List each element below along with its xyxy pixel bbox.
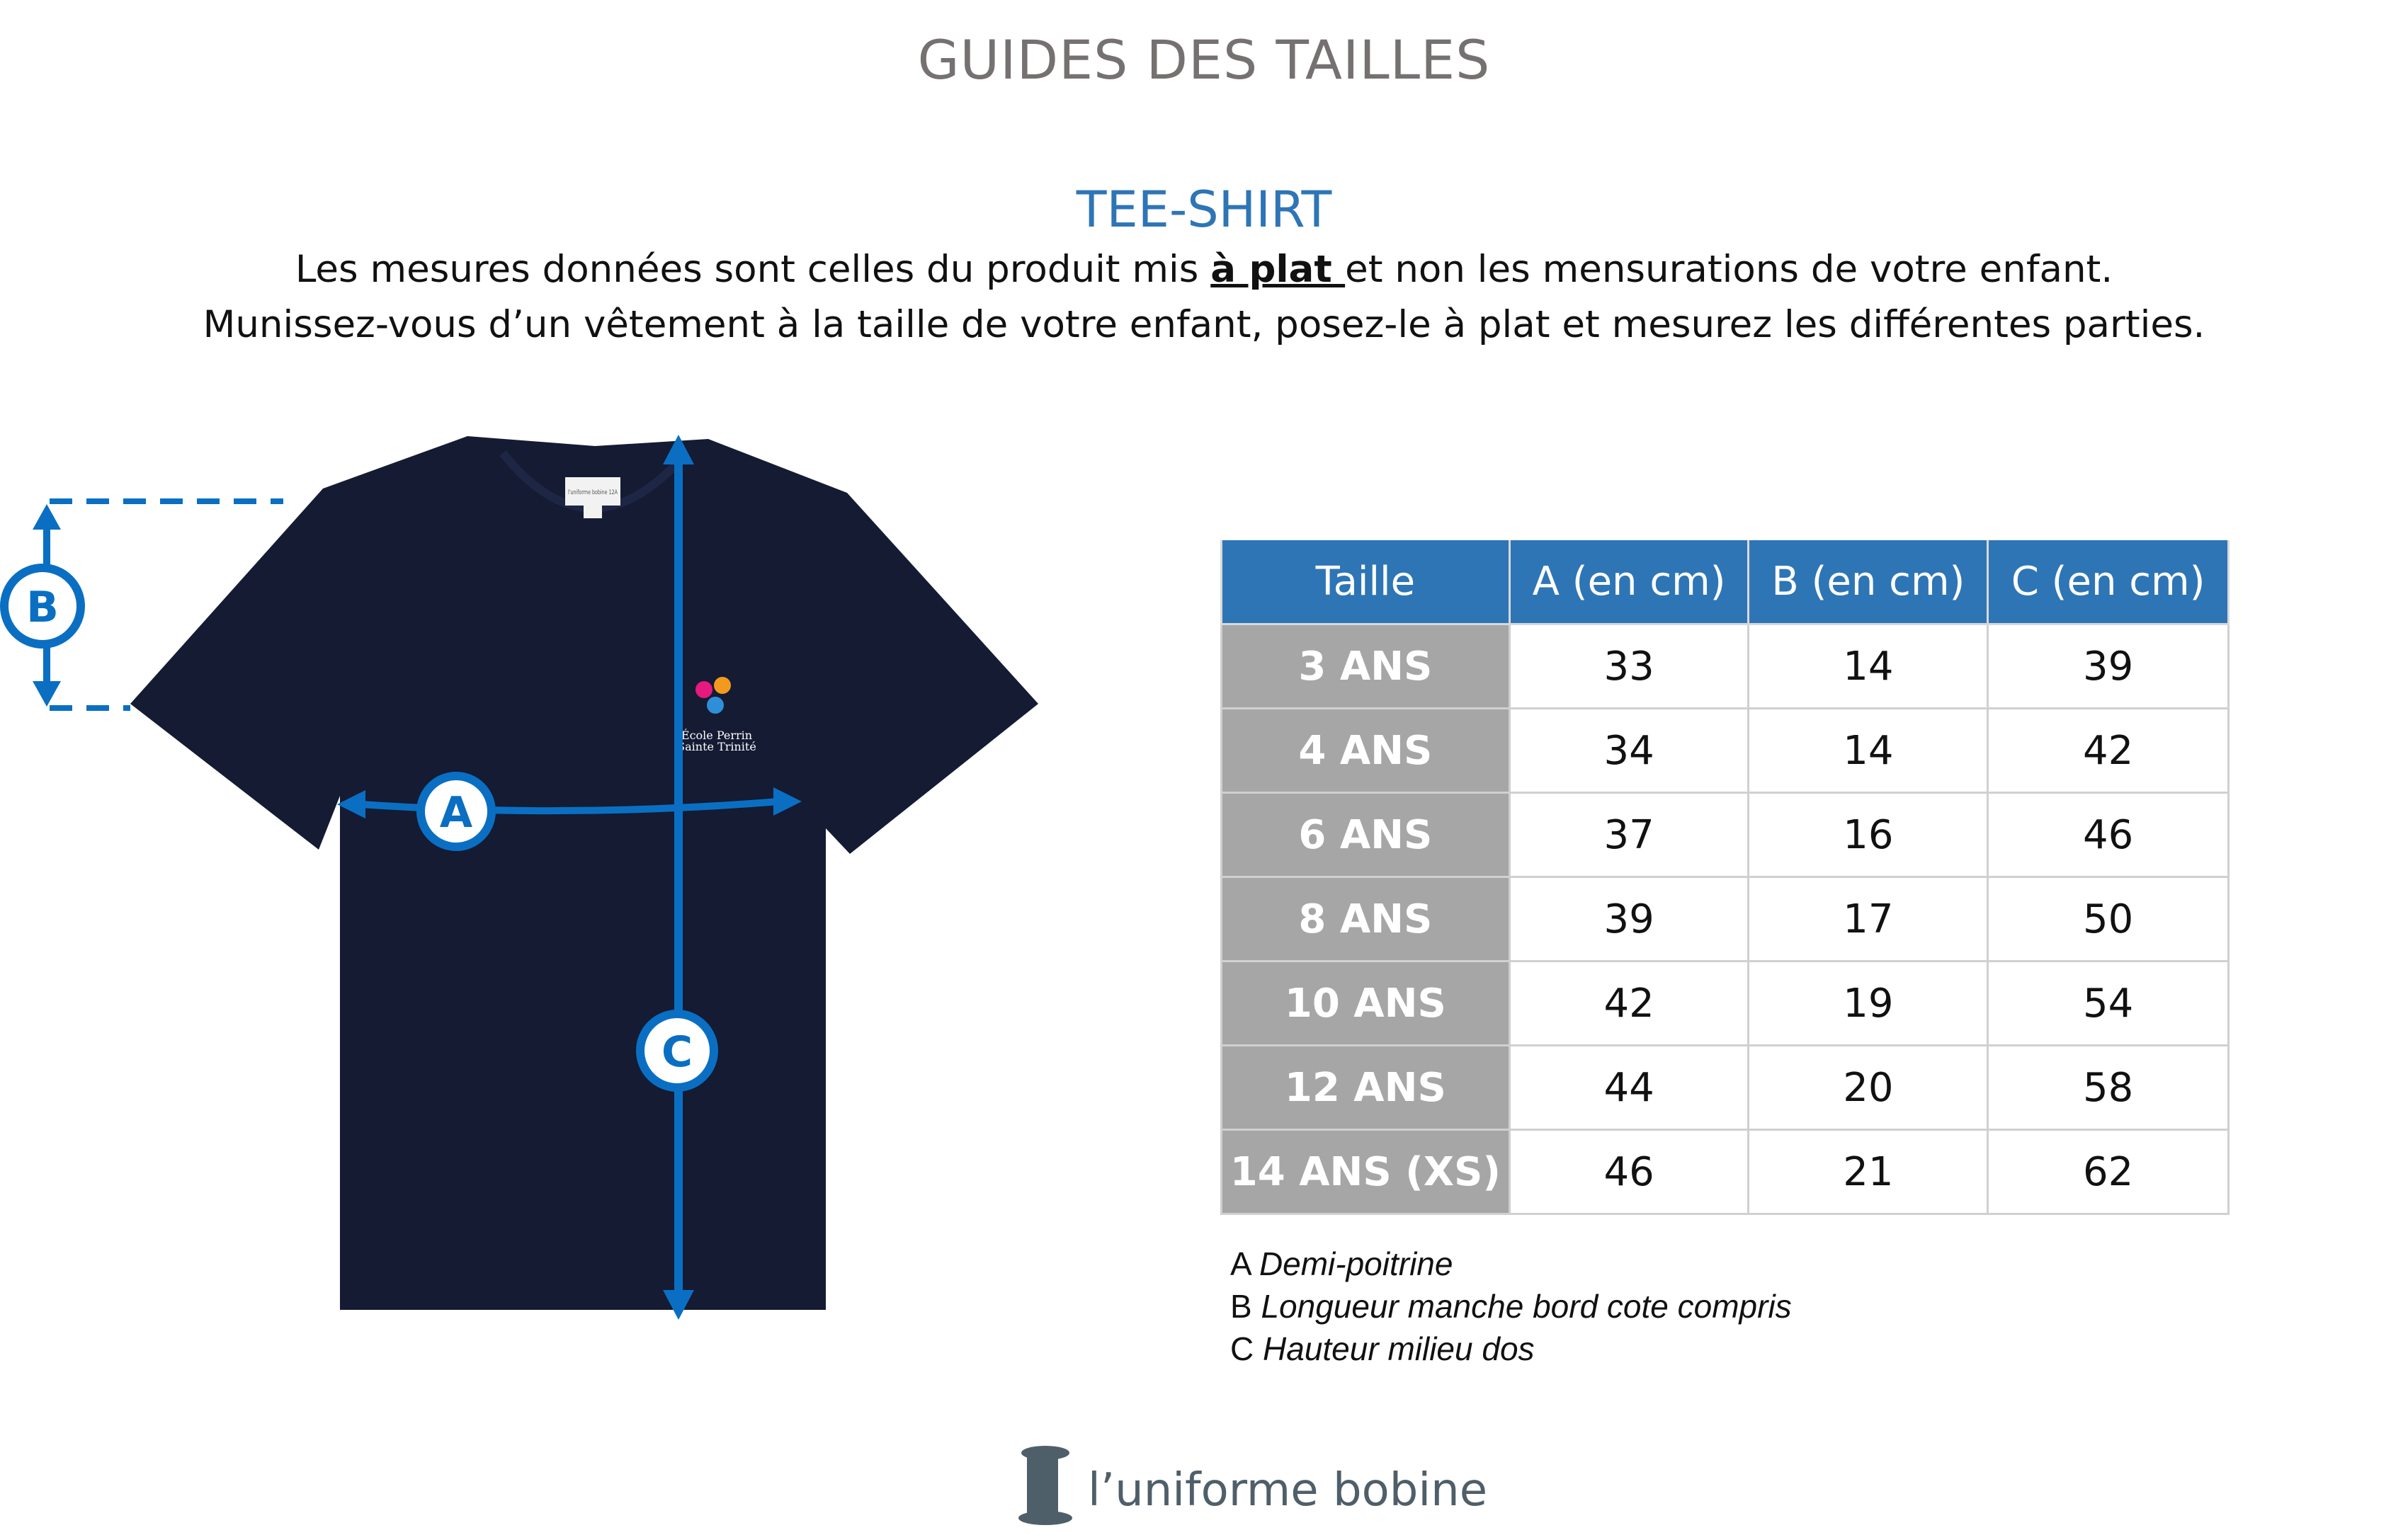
- section-title: TEE-SHIRT: [1076, 181, 1332, 239]
- measure-cell: 42: [1509, 961, 1749, 1046]
- size-cell: 4 ANS: [1222, 709, 1510, 793]
- measure-cell: 46: [1509, 1130, 1749, 1214]
- legend-b: B Longueur manche bord cote compris: [1230, 1288, 1792, 1325]
- intro-line-2: Munissez-vous d’un vêtement à la taille de votre enfant, posez-le à plat et mesurez les différentes parties.: [203, 303, 2205, 346]
- intro-line-1: [0, 248, 2408, 291]
- svg-text:l’uniforme bobine: l’uniforme bobine: [1088, 1464, 1488, 1517]
- page-title: GUIDES DES TAILLES: [917, 28, 1491, 91]
- svg-text:Sainte Trinité: Sainte Trinité: [677, 740, 756, 753]
- neck-label-text: l'uniforme bobine 12A: [568, 489, 618, 496]
- legend-c: C Hauteur milieu dos: [1230, 1330, 1535, 1367]
- measure-cell: 39: [1509, 877, 1749, 961]
- measure-cell: 37: [1509, 793, 1749, 877]
- measure-cell: 42: [1988, 709, 2229, 793]
- measure-cell: 62: [1988, 1130, 2229, 1214]
- intro-text: Les mesures données sont celles du produit mis: [295, 248, 1211, 291]
- brand-logo: [1017, 1442, 1488, 1529]
- measure-cell: 14: [1749, 709, 1988, 793]
- size-cell: 12 ANS: [1222, 1046, 1510, 1130]
- measure-cell: 46: [1988, 793, 2229, 877]
- measure-cell: 58: [1988, 1046, 2229, 1130]
- size-cell: 10 ANS: [1222, 961, 1510, 1046]
- table-row: [1222, 877, 2229, 961]
- header-c: C (en cm): [1988, 540, 2229, 624]
- size-table: [1220, 540, 2230, 1215]
- table-row: [1222, 624, 2229, 709]
- marker-b: [4, 568, 81, 644]
- measure-cell: 54: [1988, 961, 2229, 1046]
- size-cell: 8 ANS: [1222, 877, 1510, 961]
- measure-cell: 39: [1988, 624, 2229, 709]
- measure-cell: 21: [1749, 1130, 1988, 1214]
- table-row: [1222, 709, 2229, 793]
- tshirt-image: [130, 436, 1038, 1310]
- header-b: B (en cm): [1749, 540, 1988, 624]
- legend-a: A Demi-poitrine: [1230, 1245, 1453, 1282]
- table-header-row: [1222, 540, 2229, 624]
- svg-text:C: C: [661, 1027, 693, 1077]
- measure-cell: 17: [1749, 877, 1988, 961]
- measure-cell: 50: [1988, 877, 2229, 961]
- marker-c: [640, 1014, 714, 1088]
- size-cell: 3 ANS: [1222, 624, 1510, 709]
- measure-cell: 44: [1509, 1046, 1749, 1130]
- table-row: [1222, 1046, 2229, 1130]
- svg-text:École Perrin: École Perrin: [681, 729, 753, 742]
- measure-cell: 34: [1509, 709, 1749, 793]
- marker-a: [421, 776, 492, 847]
- measure-cell: 19: [1749, 961, 1988, 1046]
- table-row: [1222, 961, 2229, 1046]
- table-row: [1222, 793, 2229, 877]
- measure-cell: 16: [1749, 793, 1988, 877]
- intro-text: et non les mensurations de votre enfant.: [1345, 248, 2113, 291]
- svg-text:A: A: [439, 788, 473, 838]
- intro-emphasis: à plat: [1210, 248, 1346, 291]
- size-cell: 14 ANS (XS): [1222, 1130, 1510, 1214]
- tshirt-diagram: [0, 425, 1062, 1331]
- table-row: [1222, 1130, 2229, 1214]
- spool-icon: [1018, 1446, 1072, 1525]
- header-a: A (en cm): [1509, 540, 1749, 624]
- measure-cell: 20: [1749, 1046, 1988, 1130]
- header-taille: Taille: [1222, 540, 1510, 624]
- size-cell: 6 ANS: [1222, 793, 1510, 877]
- measure-cell: 14: [1749, 624, 1988, 709]
- measure-cell: 33: [1509, 624, 1749, 709]
- svg-text:B: B: [26, 583, 59, 632]
